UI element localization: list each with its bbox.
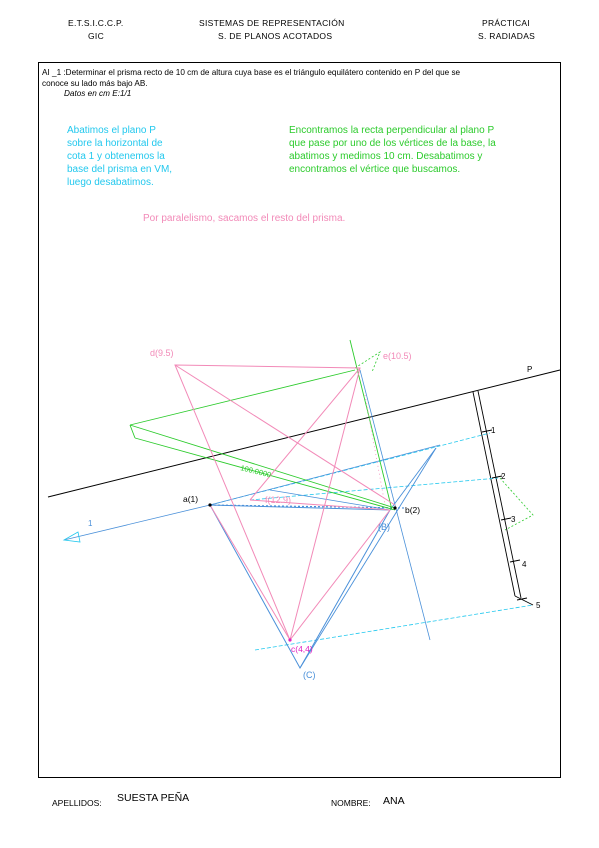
scale-line xyxy=(473,392,515,596)
scale-label-2: 2 xyxy=(501,472,506,481)
scale-label-3: 3 xyxy=(511,515,516,524)
note-cyan-line: Abatimos el plano P xyxy=(67,125,156,136)
green-perpendicular xyxy=(350,340,392,510)
label-C: (C) xyxy=(303,670,316,680)
header-school: E.T.S.I.C.C.P. xyxy=(68,18,124,28)
note-cyan-line: cota 1 y obtenemos la xyxy=(67,151,165,162)
header-practice: PRÁCTICAI xyxy=(482,18,531,28)
label-distance: 100.0000 xyxy=(239,463,273,480)
point-c xyxy=(288,638,291,641)
scale-tick xyxy=(510,560,520,562)
prism-edge xyxy=(290,510,390,640)
note-cyan-line: sobre la horizontal de xyxy=(67,138,163,149)
surname-value: SUESTA PEÑA xyxy=(117,792,190,804)
note-pink: Por paralelismo, sacamos el resto del prisma. xyxy=(143,213,346,224)
scale-tick xyxy=(501,518,511,520)
note-green-line: abatimos y medimos 10 cm. Desabatimos y xyxy=(289,151,483,162)
label-b: b(2) xyxy=(405,505,421,515)
note-green-line: encontramos el vértice que buscamos. xyxy=(289,164,461,175)
prism-edge xyxy=(210,505,290,640)
blue-construction-line xyxy=(300,448,436,668)
label-c: c(4,4) xyxy=(291,644,313,654)
surname-label: APELLIDOS: xyxy=(52,798,102,808)
scale-label-4: 4 xyxy=(522,560,527,569)
prism-edge xyxy=(175,365,395,505)
plane-label: P xyxy=(527,365,533,374)
name-label: NOMBRE: xyxy=(331,798,371,808)
note-cyan-line: base del prisma en VM, xyxy=(67,164,173,175)
green-perpendicular xyxy=(130,425,135,438)
label-a: a(1) xyxy=(183,494,199,504)
note-green-line: Encontramos la recta perpendicular al plano P xyxy=(289,125,495,136)
header-subject: SISTEMAS DE REPRESENTACIÓN xyxy=(199,18,345,28)
problem-line-2: conoce su lado más bajo AB. xyxy=(42,78,148,88)
scale-label-1: 1 xyxy=(491,426,496,435)
label-one: 1 xyxy=(88,519,93,528)
blue-construction-line xyxy=(210,445,440,505)
name-value: ANA xyxy=(383,795,405,807)
green-perpendicular xyxy=(130,370,355,425)
point-a xyxy=(208,503,211,506)
note-cyan-line: luego desabatimos. xyxy=(67,177,154,188)
header-practice-topic: S. RADIADAS xyxy=(478,31,536,41)
cyan-horizontal xyxy=(64,505,210,540)
label-d: d(9.5) xyxy=(150,348,174,358)
scale-label-5: 5 xyxy=(536,601,541,610)
scale-line xyxy=(515,596,533,605)
header-topic: S. DE PLANOS ACOTADOS xyxy=(218,31,333,41)
label-B: (B) xyxy=(378,522,390,532)
label-e: e(10.5) xyxy=(383,351,412,361)
problem-data-scale: Datos en cm E:1/1 xyxy=(64,89,132,98)
label-f: f(12.9) xyxy=(265,495,292,505)
header-degree: GIC xyxy=(88,31,105,41)
note-green-line: que pase por uno de los vértices de la base, la xyxy=(289,138,496,149)
problem-line-1: AI _1 :Determinar el prisma recto de 10 cm de altura cuya base es el triángulo equilátero contenido en P del que se xyxy=(42,68,461,77)
point-b xyxy=(393,506,396,509)
plane-trace-line xyxy=(48,370,560,497)
